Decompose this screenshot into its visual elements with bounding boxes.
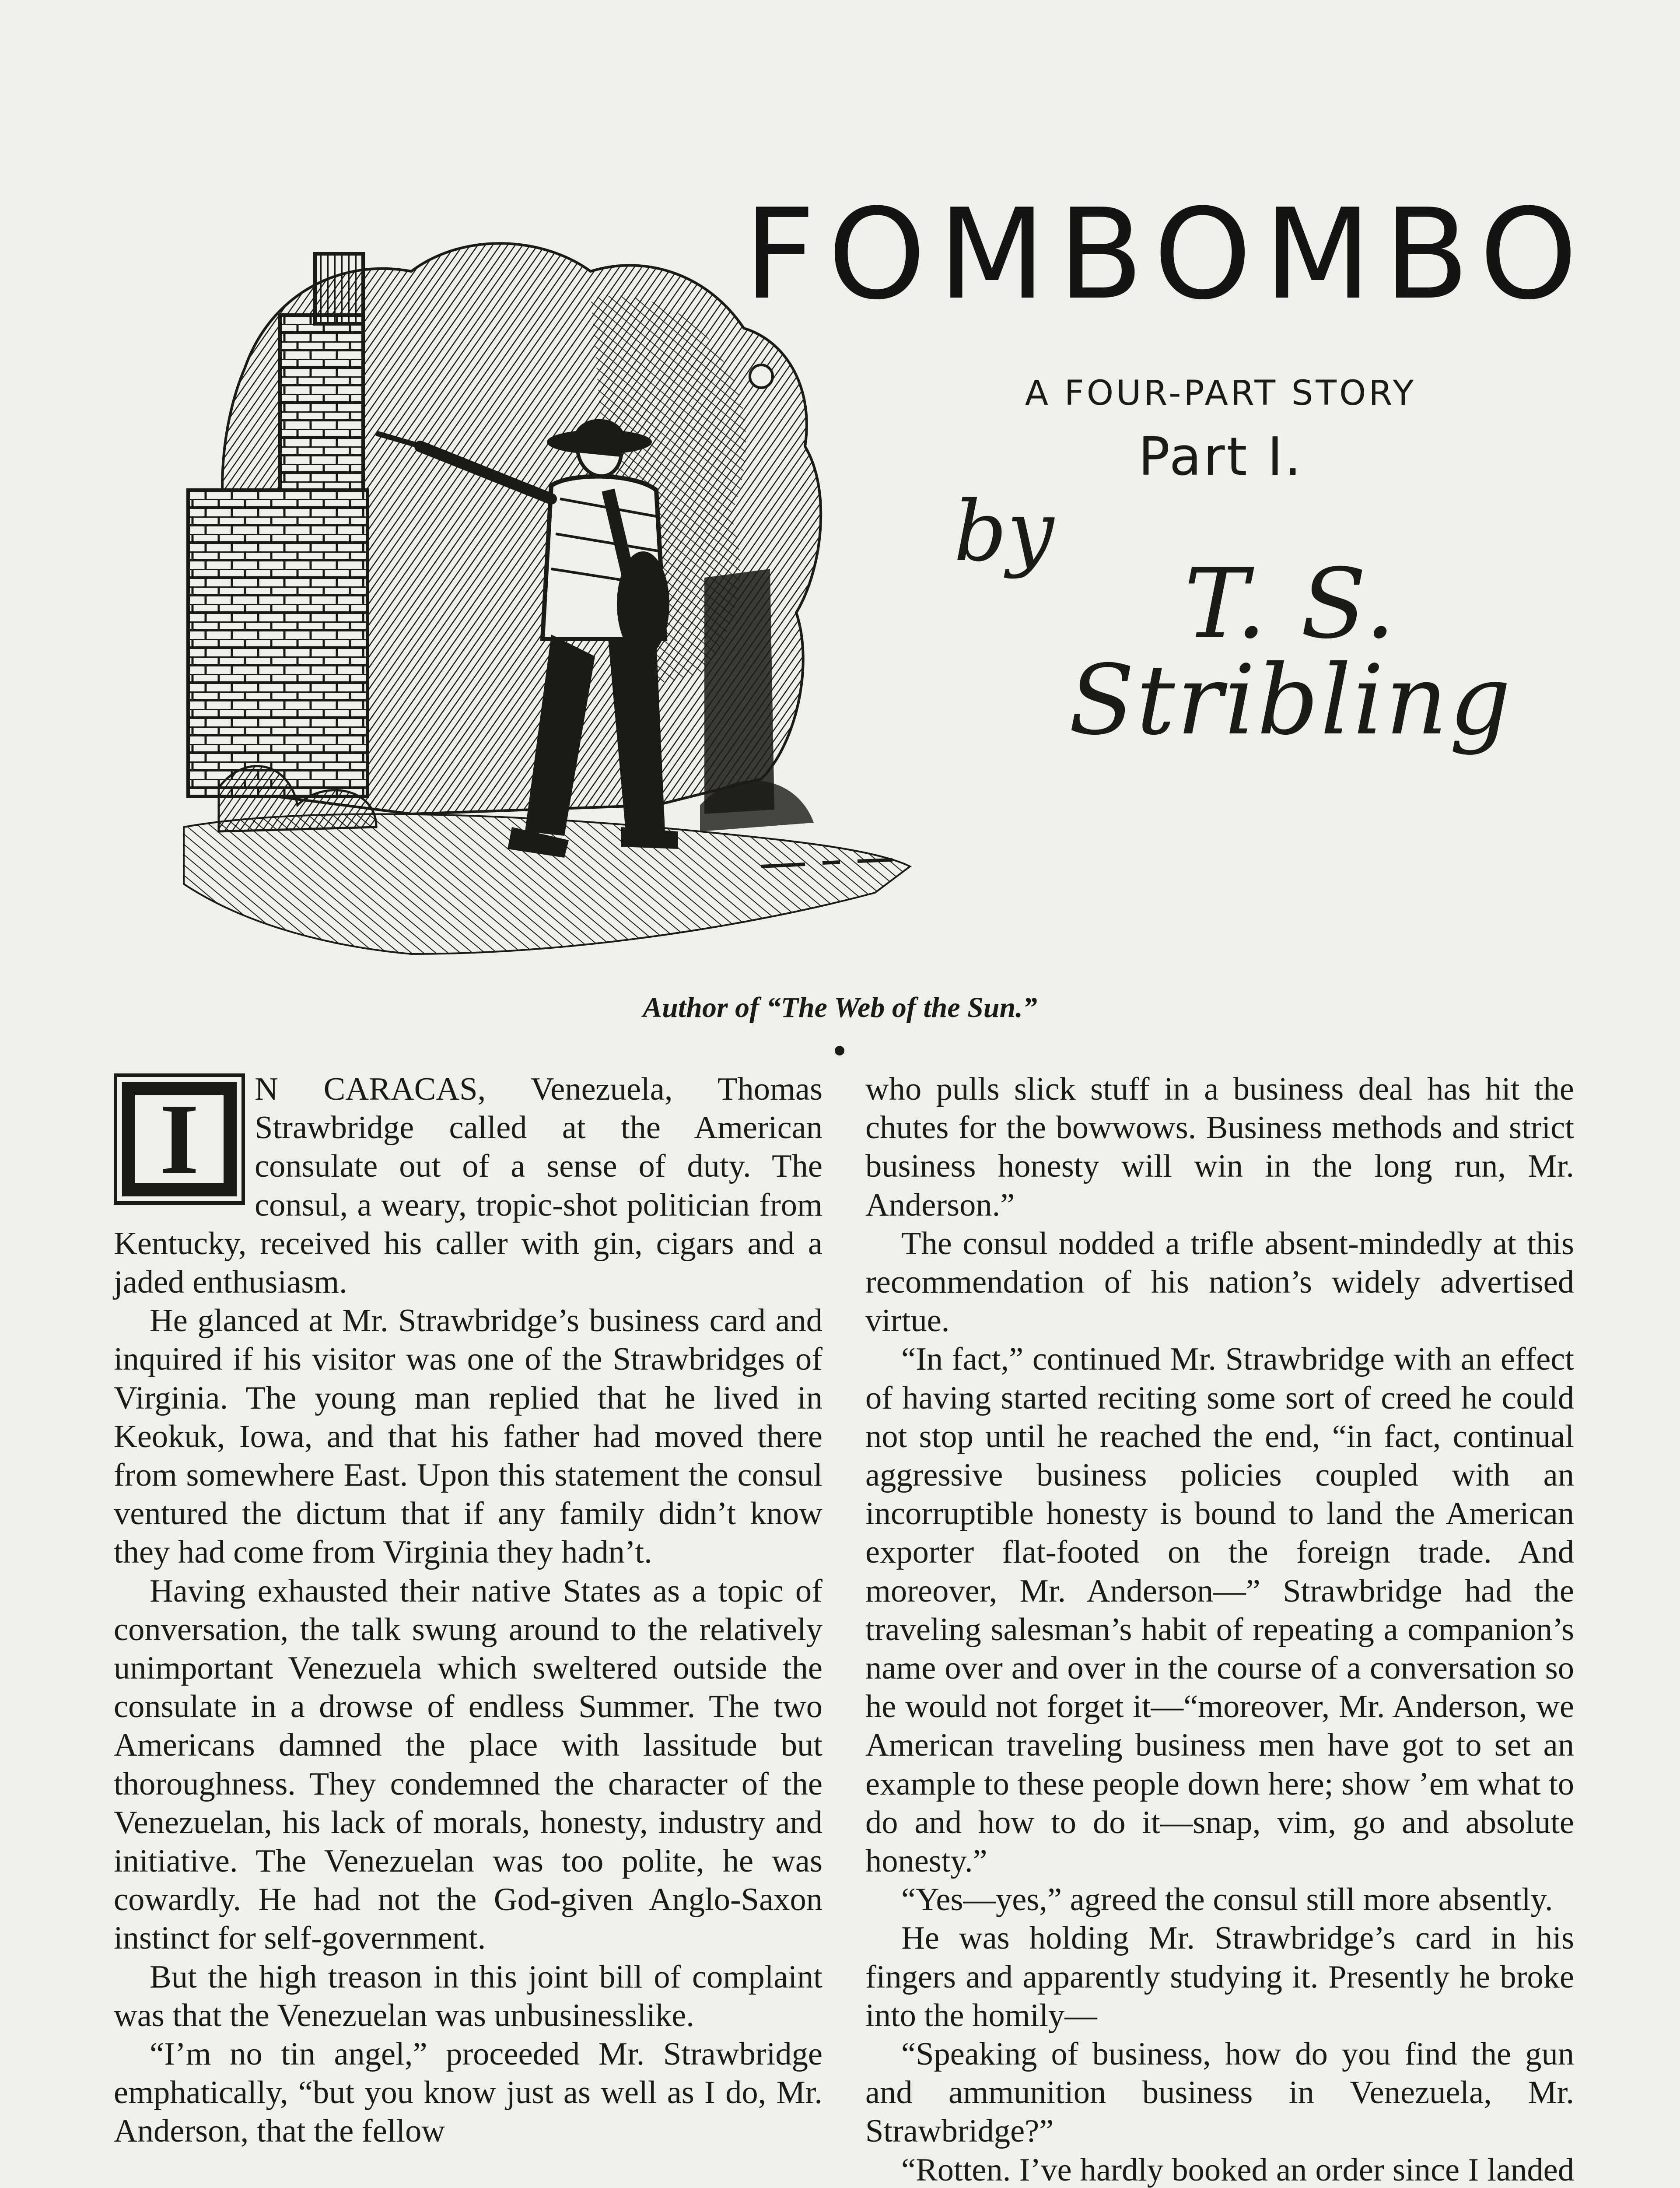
paragraph: “In fact,” continued Mr. Strawbridge with an effect of having started reciting some sort of creed he could not stop until he reached the end, “in fact, continual aggressive business policies coupled with an incorruptible honesty is bound to land the American exporter flat-footed on the foreign trade. And moreover, Mr. Anderson—” Strawbridge had the traveling salesman’s habit of repeating a companion’s name over and over in the course of a conversation so he would not forget it—“moreover, Mr. Anderson, we American traveling business men have got to set an example to these people down here; show ’em what to do and how to do it—snap, vim, go and absolute honesty.” [865, 1341, 1574, 1879]
ornament-dot [835, 1046, 844, 1055]
text-column-right [865, 1070, 1574, 2188]
story-subtitle: A FOUR-PART STORY [1025, 374, 1417, 413]
paragraph: But the high treason in this joint bill of complaint was that the Venezuelan was unbusinesslike. [114, 1959, 822, 2034]
byline-by: by [954, 483, 1054, 580]
text-column-left [114, 1070, 822, 2151]
paragraph: “Speaking of business, how do you find the gun and ammunition business in Venezuela, Mr. Strawbridge?” [865, 2036, 1574, 2149]
paragraph: He was holding Mr. Strawbridge’s card in his fingers and apparently studying it. Presently he broke into the homily— [865, 1920, 1574, 2034]
story-title: FOMBOMBO [744, 182, 1590, 327]
drop-cap-letter: I [133, 1092, 226, 1186]
author-caption: Author of “The Web of the Sun.” [643, 992, 1037, 1024]
author-byline: T. S. Stribling [1068, 548, 1513, 756]
paragraph: N CARACAS, Venezuela, Thomas Strawbridge called at the American consulate out of a sense of duty. The consul, a weary, tropic-shot politician from Kentucky, received his caller with gin, cigars and a jaded enthusiasm. [114, 1071, 822, 1301]
paragraph: “Yes—yes,” agreed the consul still more absently. [901, 1882, 1553, 1918]
paragraph: “I’m no tin angel,” proceeded Mr. Strawbridge emphatically, “but you know just as well as I do, Mr. Anderson, that the fellow [114, 2036, 822, 2149]
paragraph: He glanced at Mr. Strawbridge’s business card and inquired if his visitor was one of the Strawbridges of Virginia. The young man replied that he lived in Keokuk, Iowa, and that his father had moved there from somewhere East. Upon this statement the consul ventured the dictum that if any family didn’t know they had come from Virginia they hadn’t. [114, 1303, 822, 1571]
paragraph: Having exhausted their native States as a topic of conversation, the talk swung around to the relatively unimportant Venezuela which sweltered outside the consulate in a drowse of endless Summer. The two Americans damned the place with lassitude but thoroughness. They condemned the character of the Venezuelan, his lack of morals, honesty, industry and initiative. The Venezuelan was too polite, he was cowardly. He had not the God-given Anglo-Saxon instinct for self-government. [114, 1573, 822, 1957]
paragraph: who pulls slick stuff in a business deal has hit the chutes for the bowwows. Business methods and strict business honesty will win in the long run, Mr. Anderson.” [865, 1071, 1574, 1223]
drop-cap [114, 1073, 245, 1205]
part-label: Part I. [1138, 427, 1303, 487]
paragraph: The consul nodded a trifle absent-mindedly at this recommendation of his nation’s widely advertised virtue. [865, 1225, 1574, 1339]
paragraph: “Rotten. I’ve hardly booked an order since I landed [901, 2152, 1574, 2188]
